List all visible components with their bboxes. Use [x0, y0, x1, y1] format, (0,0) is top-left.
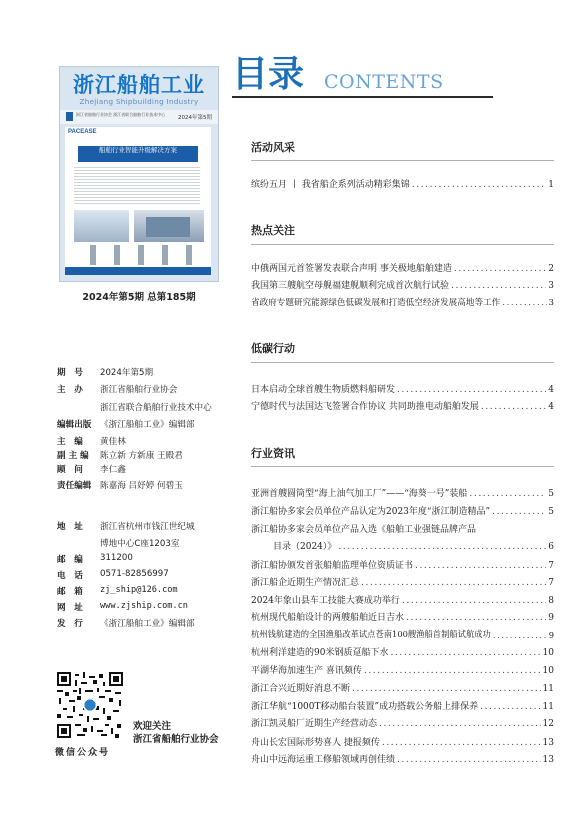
toc-item-title: 省政府专题研究能源绿色低碳发展和打造低空经济发展高地等工作: [251, 298, 501, 308]
toc-item-page: 5: [548, 489, 554, 499]
toc-item-page: 9: [548, 630, 554, 640]
info-label: 主 编: [57, 437, 83, 447]
contact-label: 邮 箱: [57, 587, 83, 597]
toc-item-page: 8: [548, 596, 554, 606]
follow-line-2: 浙江省船舶行业协会: [133, 734, 219, 745]
toc-item-title: 舟山中远海运重工修船领域再创佳绩: [251, 755, 396, 765]
toc-leader: [502, 298, 546, 308]
toc-item[interactable]: [251, 610, 554, 623]
toc-item[interactable]: [251, 735, 554, 748]
cover-image: [59, 66, 219, 282]
toc-item[interactable]: [251, 593, 554, 606]
toc-leader: [402, 596, 546, 606]
toc-heading-rule: [232, 96, 493, 98]
toc-leader: [406, 613, 546, 623]
toc-item-page: 3: [548, 298, 554, 308]
section-rule: [251, 160, 554, 161]
info-value: 2024年第5期: [100, 368, 154, 378]
toc-item[interactable]: [251, 716, 554, 729]
toc-heading-en: CONTENTS: [324, 71, 444, 93]
section-rule: [251, 466, 554, 467]
toc-item-title: 浙江船企近期生产情况汇总: [251, 578, 360, 588]
toc-item-title: 缤纷五月 丨 我省船企系列活动精彩集锦: [251, 180, 410, 190]
toc-item-title: 中俄两国元首签署发表联合声明 事关极地船舶建造: [251, 264, 452, 274]
toc-item-page: 3: [548, 281, 554, 291]
follow-line-1: 欢迎关注: [133, 721, 172, 732]
cover-aircraft-row: [72, 245, 206, 265]
toc-item[interactable]: [251, 558, 554, 571]
qr-code-icon: [57, 672, 123, 738]
contact-label: 发 行: [57, 619, 83, 629]
toc-item[interactable]: [251, 278, 554, 291]
toc-item-title: 杭州现代船舶设计的两艘船舶近日吉水: [251, 613, 405, 623]
toc-item-page: 13: [542, 738, 554, 748]
toc-leader: [469, 489, 546, 499]
toc-leader: [382, 738, 541, 748]
toc-leader: [352, 684, 541, 694]
toc-item-page: 11: [542, 702, 554, 712]
cover-building-shape: [146, 217, 190, 237]
info-label: 期 号: [57, 368, 83, 378]
toc-item-page: 6: [548, 542, 554, 552]
info-label: 责任编辑: [57, 481, 92, 491]
toc-item-title: 浙江凯灵船厂近期生产经营动态: [251, 719, 378, 729]
toc-item-title: 亚洲首艘圆筒型“海上油气加工厂”——“海葵一号”装船: [251, 489, 468, 499]
info-label: 顾 问: [57, 465, 83, 475]
toc-item-page: 4: [548, 385, 554, 395]
contact-address-line2: 博地中心C座1203室: [100, 539, 180, 549]
toc-item-title: 杭州利洋建造的90米钢质趸船下水: [251, 648, 389, 658]
toc-item[interactable]: [251, 382, 554, 395]
toc-item-title: 舟山长宏国际形势喜人 捷报频传: [251, 738, 380, 748]
toc-leader: [397, 385, 546, 395]
info-value: 《浙江船舶工业》编辑部: [100, 420, 195, 430]
cover-headline: 船舶行业智能升级解决方案: [78, 146, 198, 162]
contact-label: 邮 编: [57, 555, 83, 565]
toc-item[interactable]: [251, 295, 554, 308]
toc-item[interactable]: [251, 663, 554, 676]
contact-publisher: 《浙江船舶工业》编辑部: [100, 619, 195, 629]
contact-label: 电 话: [57, 571, 83, 581]
cover-logo-icon: [66, 112, 73, 121]
cover-band-text: 浙江省船舶行业协会 浙江省联合船舶行业技术中心: [76, 112, 166, 117]
toc-item-page: 12: [542, 719, 554, 729]
toc-leader: [412, 180, 547, 190]
toc-item-title: 2024年象山县车工技能大赛成功举行: [251, 596, 400, 606]
toc-item[interactable]: [273, 539, 554, 552]
toc-item-title: 目录（2024）》: [273, 542, 337, 552]
toc-item-title: 浙江合兴近期好消息不断: [251, 684, 351, 694]
toc-item[interactable]: [251, 504, 554, 517]
toc-item[interactable]: [251, 681, 554, 694]
info-value: 浙江省联合船舶行业技术中心: [100, 403, 212, 413]
info-label: 主 办: [57, 385, 83, 395]
info-value: 陈立新 方新康 王殿君: [100, 451, 183, 461]
toc-item[interactable]: [251, 261, 554, 274]
info-value: 黄佳林: [100, 437, 126, 447]
toc-item[interactable]: [251, 486, 554, 499]
section-rule: [251, 362, 554, 363]
section-title: 低碳行动: [251, 342, 295, 355]
toc-leader: [390, 648, 540, 658]
toc-item-page: 5: [548, 507, 554, 517]
toc-item-title: 平湖华海加速生产 喜讯频传: [251, 666, 362, 676]
toc-item-page: 1: [548, 180, 554, 190]
toc-item-page: 11: [542, 684, 554, 694]
qr-caption: 微信公众号: [55, 748, 111, 758]
toc-leader: [379, 719, 541, 729]
toc-item-title: 杭州钱航建造的全国渔船改革试点苍南100艘渔船首制船试航成功: [251, 629, 491, 639]
toc-item-title: 浙江船协多家会员单位产品入选《船舶工业强链品牌产品: [251, 525, 477, 535]
toc-heading: 目录: [232, 54, 305, 95]
toc-item-page: 13: [542, 755, 554, 765]
toc-leader: [364, 666, 541, 676]
section-title: 活动风采: [251, 141, 295, 154]
toc-item-title: 日本启动全球首艘生物质燃料船研发: [251, 385, 396, 395]
info-label: 编辑出版: [57, 420, 92, 430]
toc-item[interactable]: [251, 522, 554, 535]
toc-item[interactable]: [251, 177, 554, 190]
section-title: 热点关注: [251, 224, 295, 237]
cover-subtitle: Zhejiang Shipbuilding Industry: [79, 97, 199, 106]
section-title: 行业资讯: [251, 447, 295, 460]
toc-item-page: 9: [548, 613, 554, 623]
contact-phone: 0571-82856997: [100, 569, 169, 579]
toc-item-page: 7: [548, 561, 554, 571]
info-label: 副 主 编: [57, 451, 89, 461]
contact-postcode: 311200: [100, 553, 133, 563]
cover-photo-factory: [74, 210, 129, 242]
cover-caption: 2024年第5期 总第185期: [82, 292, 196, 303]
toc-leader: [361, 578, 546, 588]
toc-item-page: 10: [542, 648, 554, 658]
contact-address: 浙江省杭州市钱江世纪城: [100, 522, 195, 532]
cover-footer-bar: [65, 267, 211, 275]
toc-item[interactable]: [251, 645, 554, 658]
toc-item[interactable]: [251, 699, 554, 712]
toc-item-page: 4: [548, 402, 554, 412]
info-value: 陈嘉海 吕妤婷 何碧玉: [100, 481, 183, 491]
cover-brand-logo: PACEASE: [68, 129, 97, 135]
toc-leader: [493, 630, 547, 640]
toc-leader: [480, 702, 540, 712]
toc-item-title: 宁德时代与法国达飞签署合作协议 共同助推电动船舶发展: [251, 402, 479, 412]
toc-leader: [492, 507, 546, 517]
contact-website: www.zjship.com.cn: [100, 601, 188, 611]
cover-text-block: [74, 165, 200, 205]
contact-label: 网 址: [57, 603, 83, 613]
toc-leader: [338, 542, 546, 552]
contact-email: zj_ship@126.com: [100, 585, 178, 595]
toc-item[interactable]: [251, 627, 554, 640]
info-value: 李仁鑫: [100, 465, 126, 475]
toc-leader: [454, 264, 546, 274]
toc-leader: [415, 561, 546, 571]
toc-item[interactable]: [251, 575, 554, 588]
toc-leader: [451, 281, 546, 291]
section-rule: [251, 244, 554, 245]
toc-item-page: 10: [542, 666, 554, 676]
toc-leader: [397, 755, 541, 765]
toc-item-title: 浙江船协多家会员单位产品认定为2023年度“浙江制造精品”: [251, 507, 491, 517]
toc-item[interactable]: [251, 399, 554, 412]
follow-text: [133, 720, 219, 746]
cover-title: 浙江船舶工业: [73, 73, 205, 97]
toc-item[interactable]: [251, 752, 554, 765]
toc-item-page: 2: [548, 264, 554, 274]
toc-item-title: 我国第三艘航空母舰福建舰顺利完成首次航行试验: [251, 281, 450, 291]
info-value: 浙江省船舶行业协会: [100, 385, 178, 395]
contact-label: 地 址: [57, 522, 83, 532]
toc-leader: [481, 402, 546, 412]
cover-issue: 2024年第5期: [178, 115, 212, 121]
toc-item-title: 浙江华航“1000T移动船台装置”成功搭载公务船上排保养: [251, 702, 479, 712]
toc-item-page: 7: [548, 578, 554, 588]
toc-item-title: 浙江船协颁发首张船舶监理单位资质证书: [251, 561, 414, 571]
